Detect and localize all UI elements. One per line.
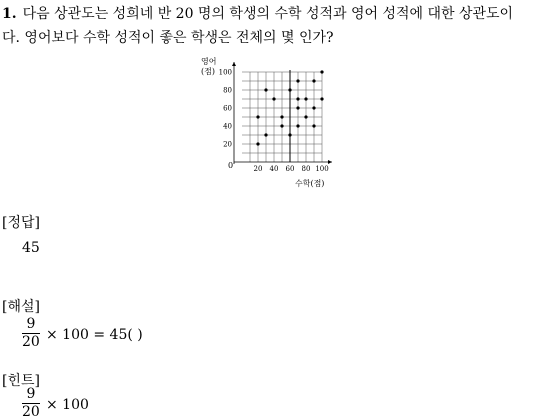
data-point xyxy=(296,79,299,82)
explanation-numerator: 9 xyxy=(26,316,36,332)
explanation-denominator: 20 xyxy=(22,334,40,350)
y-tick-label: 100 xyxy=(218,68,232,77)
data-point xyxy=(288,88,291,91)
data-point xyxy=(304,115,307,118)
data-point xyxy=(272,97,275,100)
data-point xyxy=(280,124,283,127)
data-point xyxy=(312,106,315,109)
x-tick-label: 80 xyxy=(301,165,311,173)
data-point xyxy=(296,97,299,100)
data-point xyxy=(280,115,283,118)
question-body: 다음 상관도는 성희네 반 20 명의 학생의 수학 성적과 영어 성적에 대한 상관도이다. 영어보다 수학 성적이 좋은 학생은 전체의 몇 인가? xyxy=(2,6,514,46)
x-axis-arrow xyxy=(328,160,332,164)
hint-label: [힌트] xyxy=(2,373,40,389)
x-axis-label: 수학(점) xyxy=(295,179,325,188)
hint-numerator: 9 xyxy=(26,386,36,402)
data-point xyxy=(312,79,315,82)
scatter-plot xyxy=(198,56,338,188)
data-point xyxy=(320,70,323,73)
y-tick-label: 40 xyxy=(223,122,232,131)
y-axis-label: 영어 xyxy=(201,57,217,66)
hint-denominator: 20 xyxy=(22,404,40,420)
y-tick-label: 80 xyxy=(223,86,232,95)
question-text xyxy=(2,2,530,50)
hint-expression: × 100 xyxy=(46,397,89,413)
data-point xyxy=(256,142,259,145)
answer-value: 45 xyxy=(22,240,40,256)
explanation-expression: × 100 = 45( ) xyxy=(46,327,143,343)
data-point xyxy=(264,88,267,91)
x-tick-label: 20 xyxy=(253,165,263,173)
data-point xyxy=(296,106,299,109)
data-point xyxy=(320,97,323,100)
data-point xyxy=(264,133,267,136)
x-tick-label: 100 xyxy=(315,165,329,173)
data-point xyxy=(288,133,291,136)
y-tick-label: 60 xyxy=(223,104,232,113)
data-point xyxy=(304,97,307,100)
data-point xyxy=(296,124,299,127)
x-tick-label: 40 xyxy=(269,165,279,173)
data-point xyxy=(256,115,259,118)
explanation-fraction xyxy=(22,317,40,350)
y-axis-unit: (점) xyxy=(201,67,215,76)
plot-ticks xyxy=(219,69,329,174)
hint-fraction xyxy=(22,387,40,420)
y-tick-label: 20 xyxy=(223,140,232,149)
answer-label: [정답] xyxy=(2,215,40,231)
explanation-label: [해설] xyxy=(2,299,40,315)
x-tick-label: 60 xyxy=(285,165,295,173)
question-number: 1. xyxy=(2,6,17,22)
y-axis-arrow xyxy=(232,62,236,66)
origin-label: 0 xyxy=(228,161,234,170)
data-point xyxy=(312,124,315,127)
